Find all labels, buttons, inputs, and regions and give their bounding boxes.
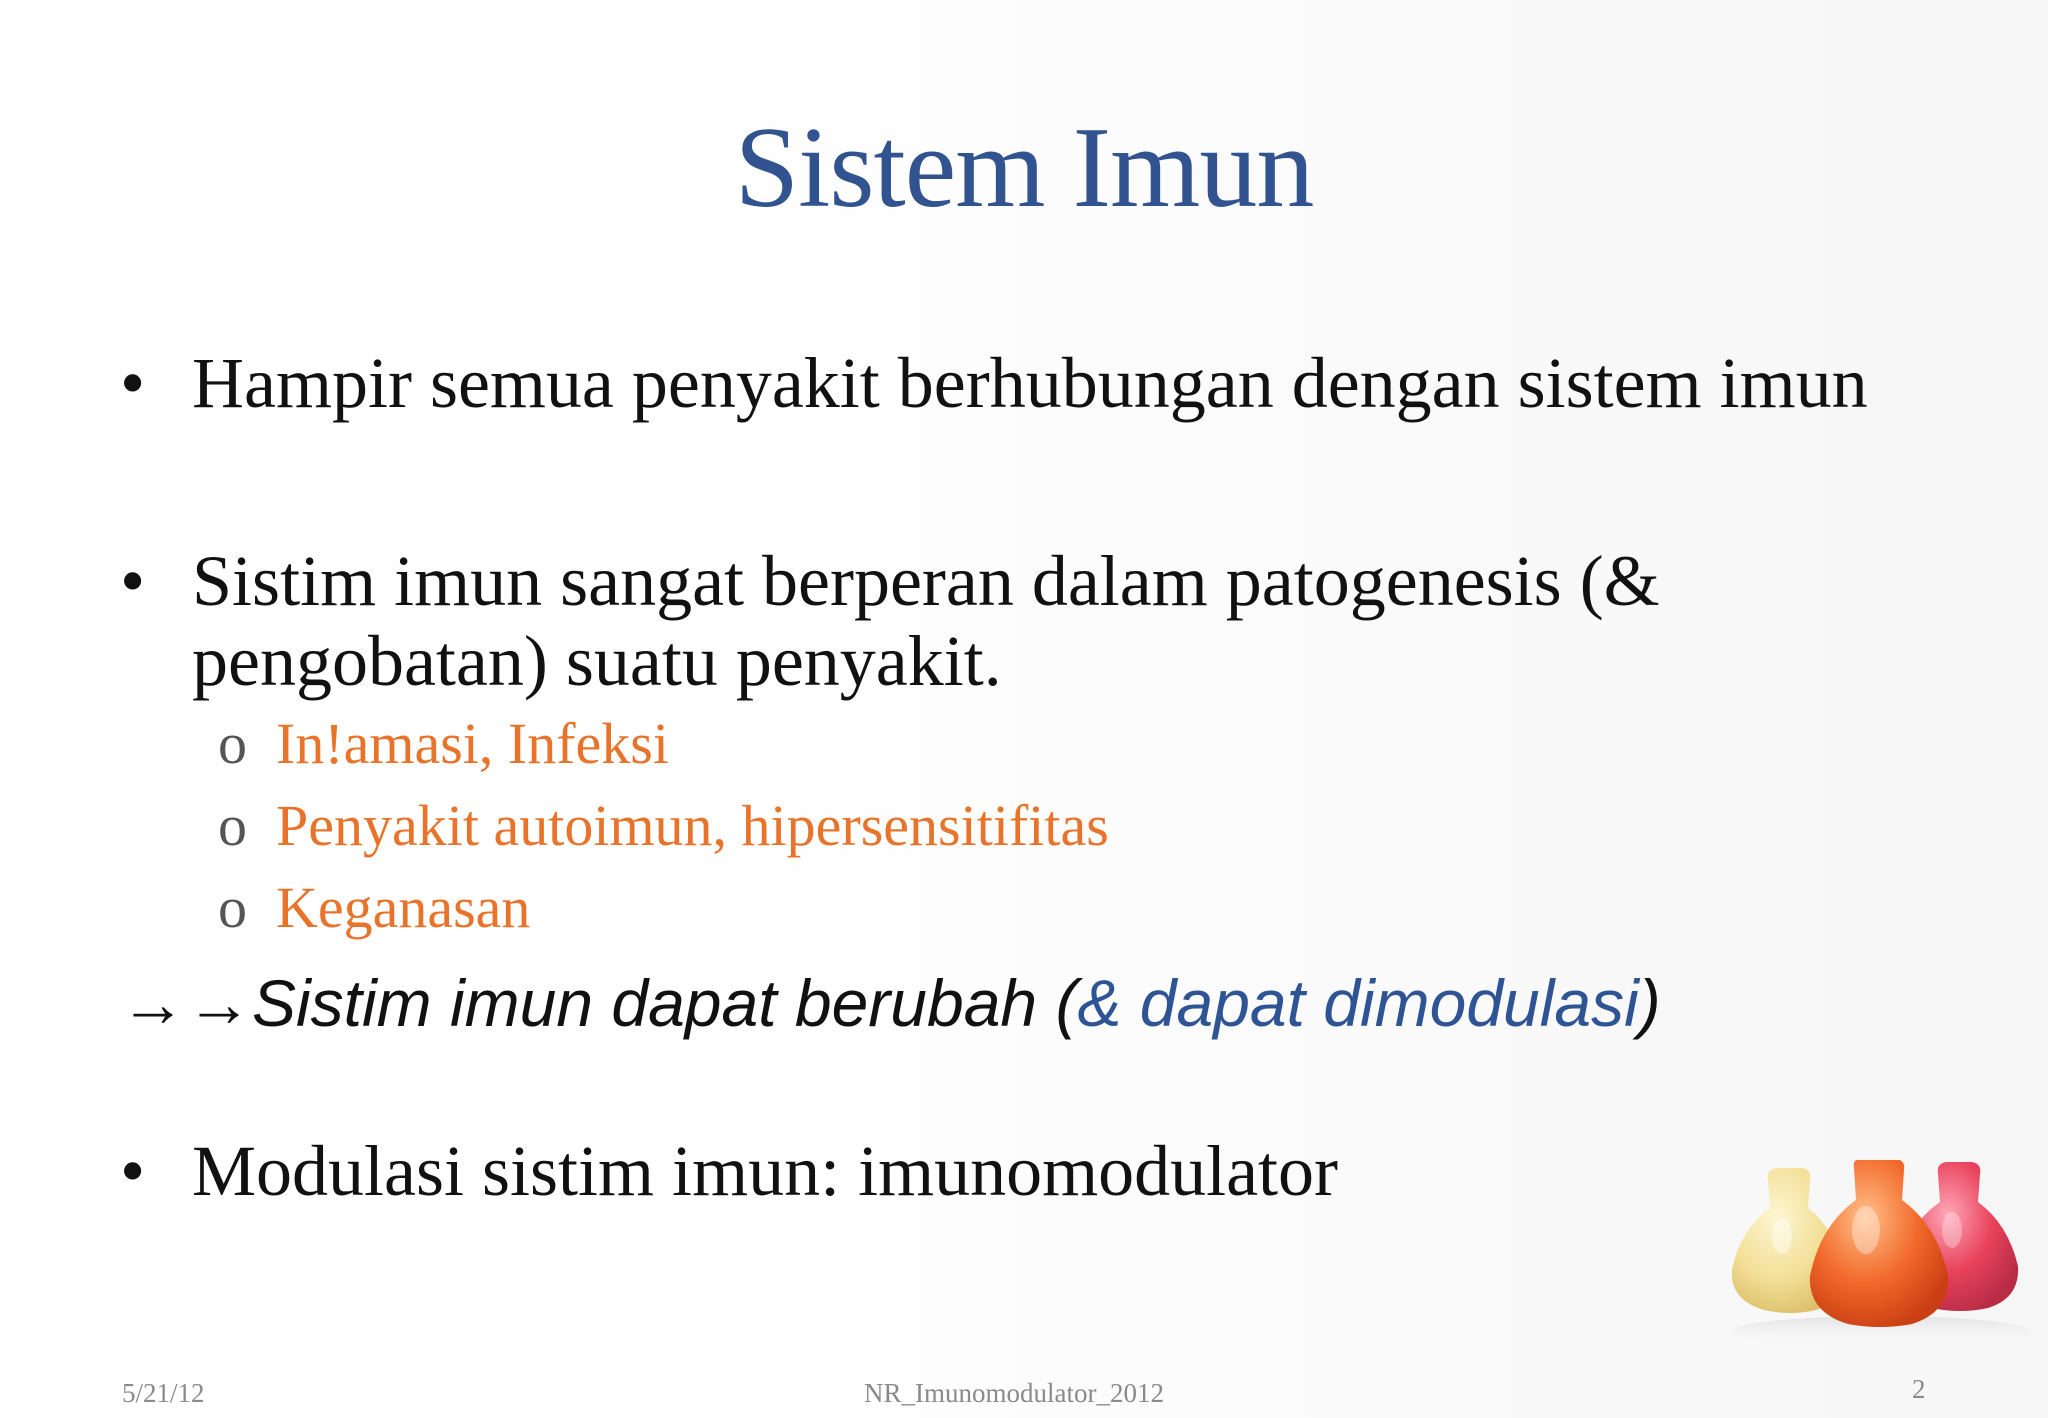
conclusion-text-end: ) (1638, 966, 1661, 1040)
bullet-item (120, 541, 1660, 621)
sub-bullet-marker: o (218, 711, 247, 776)
sub-bullet-marker: o (218, 875, 247, 940)
sub-bullet-item (218, 794, 1109, 858)
footer-title: NR_Imunomodulator_2012 (864, 1378, 1164, 1408)
sub-bullet-text: Penyakit autoimun, hipersensitifitas (276, 793, 1109, 858)
sub-bullet-marker: o (218, 793, 247, 858)
bullet-text: Hampir semua penyakit berhubungan dengan sistem imun (192, 343, 1868, 423)
colorful-cosmetic-bottles-image (1716, 1160, 2036, 1350)
bullet-text: Sistim imun sangat berperan dalam patogenesis (& (192, 541, 1660, 621)
conclusion-text-start: Sistim imun dapat berubah ( (252, 966, 1078, 1040)
bullet-marker: • (120, 541, 146, 621)
double-arrow-icon: →→ (120, 966, 252, 1040)
sub-bullet-item (218, 712, 669, 776)
bullet-item (120, 343, 1868, 423)
bullet-marker: • (120, 343, 146, 423)
page-number: 2 (1912, 1374, 1926, 1404)
sub-bullet-text: In!amasi, Infeksi (276, 711, 669, 776)
sub-bullet-item (218, 876, 530, 940)
bullet-item (120, 1131, 1339, 1211)
conclusion-text-highlight: & dapat dimodulasi (1077, 966, 1639, 1040)
conclusion-line (120, 963, 1661, 1043)
slide-title: Sistem Imun (734, 104, 1314, 232)
bullet-text: Modulasi sistim imun: imunomodulator (192, 1131, 1339, 1211)
footer-date: 5/21/12 (122, 1378, 205, 1408)
sub-bullet-text: Keganasan (276, 875, 531, 940)
bullet-marker: • (120, 1131, 146, 1211)
bullet-text-continuation: pengobatan) suatu penyakit. (192, 621, 1002, 701)
